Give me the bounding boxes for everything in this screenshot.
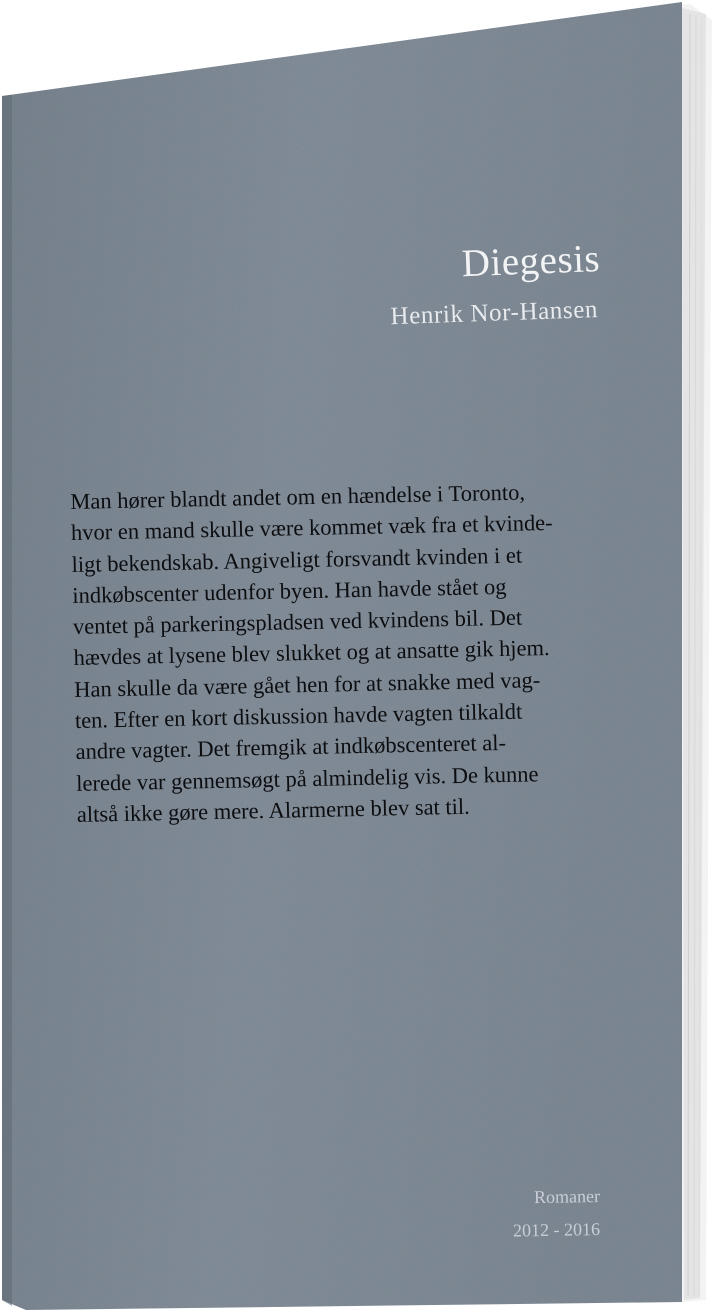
genre-label: Romaner [533,1186,601,1208]
year-range: 2012 - 2016 [512,1219,601,1241]
blurb-line: lerede var gennemsøgt på almindelig vis. De kunne [75,760,539,796]
book-title: Diegesis [460,237,601,286]
blurb-line: andre vagter. Det fremgik at indkøbscenteret al- [75,730,507,765]
blurb-line: hævdes at lysene blev slukket og at ansatte gik hjem. [73,635,550,671]
blurb-line: Man hører blandt andet om en hændelse i Toronto, [70,479,526,514]
back-cover-blurb [70,474,637,830]
book-author: Henrik Nor-Hansen [390,296,599,331]
blurb-line: ligt bekendskab. Angiveligt forsvandt kvinden i et [71,542,523,577]
blurb-line: ventet på parkeringspladsen ved kvindens bil. Det [72,604,523,640]
blurb-line: ten. Efter en kort diskussion havde vagten tilkaldt [74,698,523,734]
blurb-line: indkøbscenter udenfor byen. Han havde stået og [72,573,507,608]
blurb-line: Han skulle da være gået hen for at snakke med vag- [73,666,541,702]
blurb-line: altså ikke gøre mere. Alarmerne blev sat til. [76,793,471,827]
blurb-line: hvor en mand skulle være kommet væk fra et kvinde- [70,510,553,546]
